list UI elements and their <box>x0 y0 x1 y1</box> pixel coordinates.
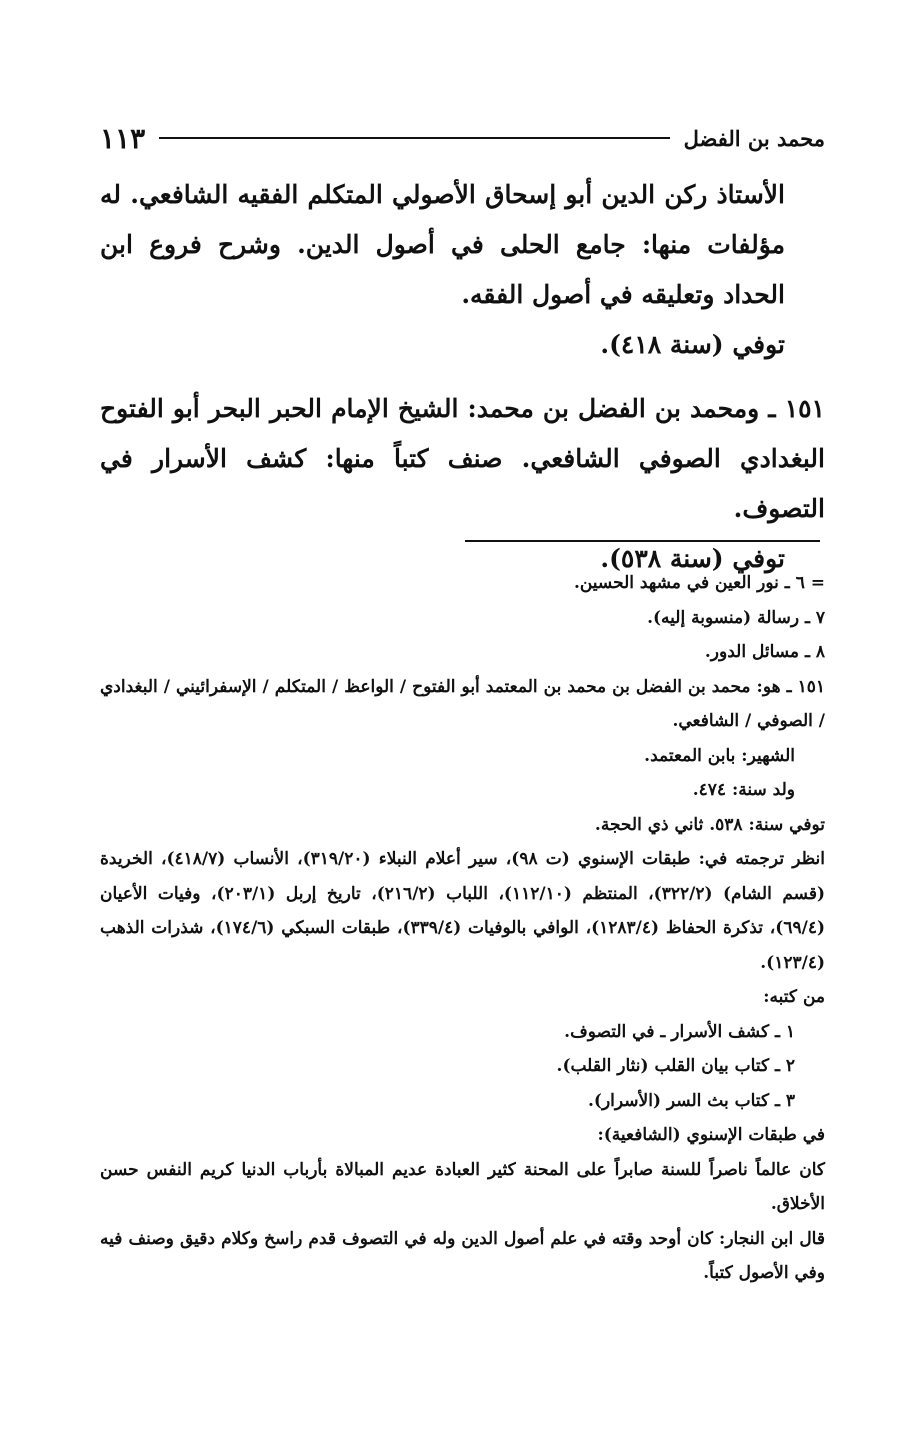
footnote-quote: قال ابن النجار: كان أوحد وقته في علم أصول الدين وله في التصوف قدم راسخ وكلام دقيق وصنف فيه وفي الأصول كتباً. <box>100 1228 825 1283</box>
footnote-line: = ٦ ـ نور العين في مشهد الحسين. <box>573 573 825 593</box>
footnote-separator <box>465 540 820 542</box>
footnote-line: ٨ ـ مسائل الدور. <box>704 642 825 662</box>
footnote-references: انظر ترجمته في: طبقات الإسنوي (ت ٩٨)، سير أعلام النبلاء (٣١٩/٢٠)، الأنساب (٤١٨/٧)، الخريدة (قسم الشام) (٣٢٢/٢)، المنتظم (١١٢/١٠)، اللباب (٢١٦/٢)، تاريخ إربل (٢٠٣/١)، وفيات الأعيان (٦٩/٤)، تذكرة الحفاظ (١٢٨٣/٤)، الوافي بالوفيات (٣٣٩/٤)، طبقات السبكي (١٧٤/٦)، شذرات الذهب (١٢٣/٤). <box>100 849 825 973</box>
header-rule <box>159 137 669 139</box>
entry-151-death: توفي (سنة ٥٣٨). <box>600 544 785 573</box>
running-title: محمد بن الفضل <box>683 125 825 151</box>
main-text <box>100 170 825 584</box>
footnote-book-item: ٣ ـ كتاب بث السر (الأسرار). <box>588 1090 795 1111</box>
footnote-line: ٧ ـ رسالة (منسوبة إليه). <box>647 607 825 628</box>
footnote-book-item: ٢ ـ كتاب بيان القلب (نثار القلب). <box>556 1056 795 1076</box>
footnote-entry-151: ١٥١ ـ هو: محمد بن الفضل بن محمد بن المعتمد أبو الفتوح / الواعظ / المتكلم / الإسفرائيني / البغدادي / الصوفي / الشافعي. <box>100 676 825 731</box>
continued-entry-text: الأستاذ ركن الدين أبو إسحاق الأصولي المتكلم الفقيه الشافعي. له مؤلفات منها: جامع الحلى في أصول الدين. وشرح فروع ابن الحداد وتعليقه في أصول الفقه. <box>100 180 785 309</box>
footnote-line: في طبقات الإسنوي (الشافعية): <box>597 1125 825 1145</box>
page-number: ١١٣ <box>100 121 146 155</box>
footnotes <box>100 566 825 1291</box>
continued-entry-death: توفي (سنة ٤١٨). <box>600 330 785 359</box>
footnote-line: توفي سنة: ٥٣٨. ثاني ذي الحجة. <box>594 814 825 835</box>
footnote-line: من كتبه: <box>763 987 825 1007</box>
running-header <box>100 118 825 158</box>
footnote-line: الشهير: بابن المعتمد. <box>644 745 795 766</box>
entry-151-text: ١٥١ ـ ومحمد بن الفضل بن محمد: الشيخ الإمام الحبر البحر أبو الفتوح البغدادي الصوفي الشافعي. صنف كتباً منها: كشف الأسرار في التصوف. <box>100 394 825 523</box>
footnote-book-item: ١ ـ كشف الأسرار ـ في التصوف. <box>564 1021 795 1042</box>
footnote-line: ولد سنة: ٤٧٤. <box>692 780 795 800</box>
footnote-quote: كان عالماً ناصراً للسنة صابراً على المحنة كثير العبادة عديم المبالاة بأرباب الدنيا كريم النفس حسن الأخلاق. <box>100 1159 825 1214</box>
